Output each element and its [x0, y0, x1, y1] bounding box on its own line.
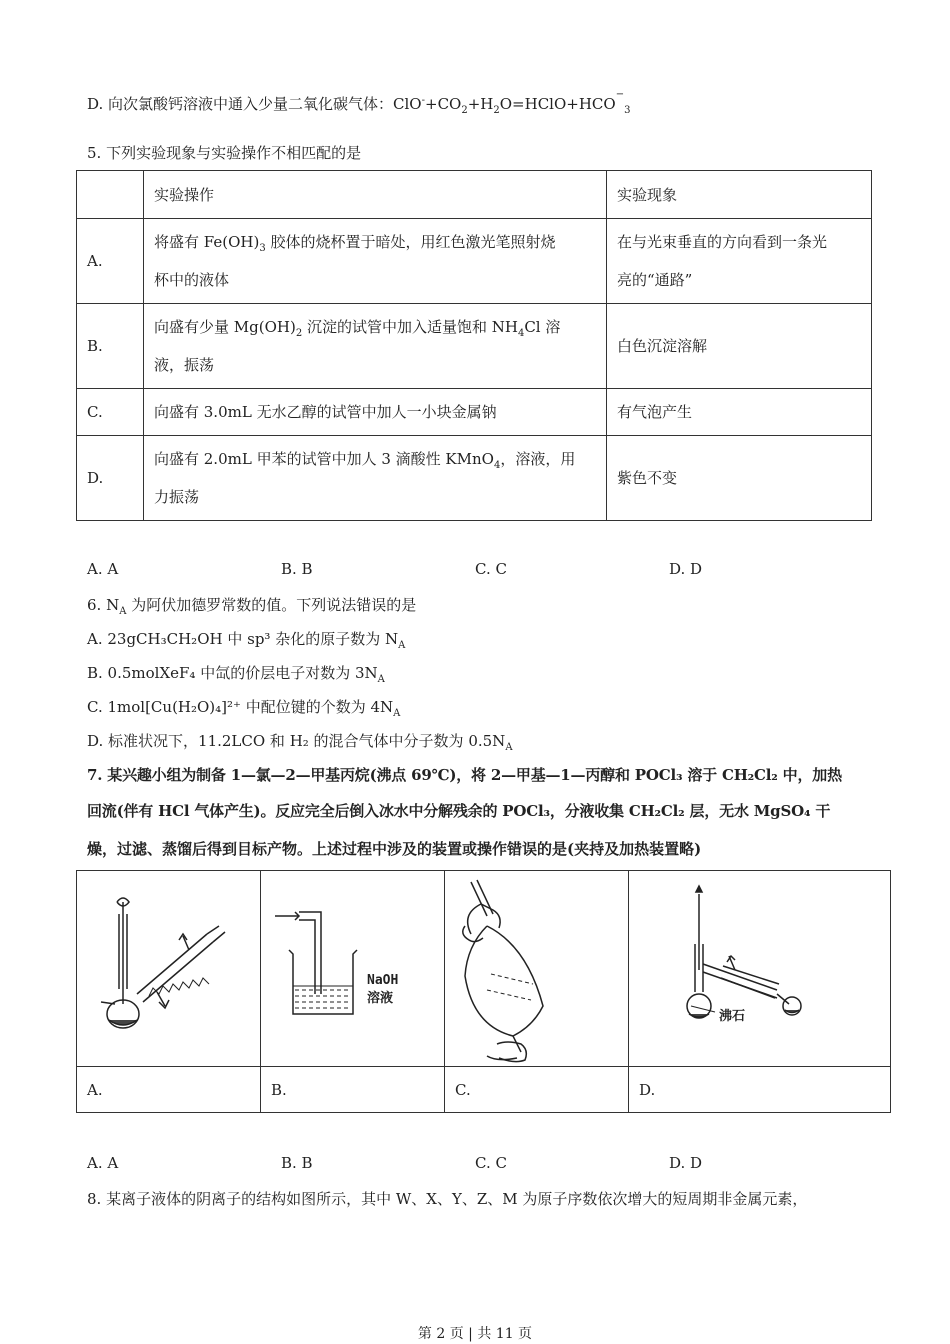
q4-d-mid2: +H — [467, 95, 494, 113]
q4-d-mid3: O=HClO+HCO — [499, 95, 616, 113]
q5-a-op2: 胶体的烧杯置于暗处，用红色激光笔照射烧 — [265, 233, 556, 251]
q5-row-b-label: B. — [77, 304, 144, 389]
reflux-apparatus-figure — [79, 874, 259, 1064]
q7-choice-d[interactable]: D. D — [669, 1154, 703, 1172]
q5-row-d-phen: 紫色不变 — [607, 436, 872, 521]
q5-row-b — [77, 304, 872, 389]
q7-choice-b[interactable]: B. B — [281, 1154, 313, 1172]
q7-stem-line2: 回流(伴有 HCl 气体产生)。反应完全后倒入冰水中分解残余的 POCl₃，分液收集 CH₂Cl₂ 层，无水 MgSO₄ 干 — [87, 802, 831, 820]
q5-row-b-op — [144, 304, 607, 389]
q5-row-c-label: C. — [77, 389, 144, 436]
q7-label-c: C. — [445, 1067, 629, 1113]
q7-choice-c[interactable]: C. C — [475, 1154, 507, 1172]
q8-stem: 8. 某离子液体的阴离子的结构如图所示，其中 W、X、Y、Z、M 为原子序数依次增大的短周期非金属元素， — [87, 1190, 808, 1208]
solution-label: 溶液 — [366, 990, 393, 1006]
q5-row-c-phen: 有气泡产生 — [607, 389, 872, 436]
q4-d-sub2: 2 — [493, 105, 500, 116]
q5-d-op1: 向盛有 2.0mL 甲苯的试管中加人 3 滴酸性 KMnO — [154, 450, 494, 468]
q4-d-text: D. 向次氯酸钙溶液中通入少量二氧化碳气体：ClO — [87, 95, 422, 113]
q5-b-op2-sub: 4 — [517, 328, 525, 339]
q6-d-text: D. 标准状况下，11.2LCO 和 H₂ 的混合气体中分子数为 0.5N — [87, 732, 506, 750]
q5-d-op1-sub: 4 — [493, 460, 501, 471]
q6-stem-pre: 6. N — [87, 596, 120, 614]
q6-stem — [87, 594, 416, 615]
q6-option-a — [87, 628, 405, 649]
boiling-stone-label: 沸石 — [718, 1008, 745, 1024]
q7-fig-a-cell — [77, 871, 261, 1067]
q5-row-d — [77, 436, 872, 521]
page-footer: 第 2 页 | 共 11 页 — [417, 1326, 533, 1342]
q5-choice-d[interactable]: D. D — [669, 560, 703, 578]
q5-header-phen: 实验现象 — [607, 171, 872, 219]
q6-option-d — [87, 730, 513, 751]
q4-d-mid1: +CO — [425, 95, 462, 113]
q4-d-sub1: 2 — [461, 105, 468, 116]
q5-row-a-op — [144, 219, 607, 304]
q5-b-op1-sub: 2 — [295, 328, 303, 339]
q6-c-text: C. 1mol[Cu(H₂O)₄]²⁺ 中配位键的个数为 4N — [87, 698, 394, 716]
q5-header-row — [77, 171, 872, 219]
q4-d-sub3: 3 — [624, 105, 631, 116]
q7-figure-row — [77, 871, 891, 1067]
q7-fig-b-cell — [261, 871, 445, 1067]
q7-label-a: A. — [77, 1067, 261, 1113]
q5-row-d-op — [144, 436, 607, 521]
q7-label-row — [77, 1067, 891, 1113]
q5-row-c-op: 向盛有 3.0mL 无水乙醇的试管中加人一小块金属钠 — [144, 389, 607, 436]
q5-b-op2: 沉淀的试管中加入适量饱和 NH — [302, 318, 518, 336]
q5-row-c — [77, 389, 872, 436]
q6-c-sub: A — [393, 708, 401, 719]
q5-a-phen1: 在与光束垂直的方向看到一条光 — [617, 233, 828, 251]
q6-b-text: B. 0.5molXeF₄ 中氙的价层电子对数为 3N — [87, 664, 378, 682]
distillation-figure — [665, 874, 855, 1064]
q4-d-sup3: − — [615, 89, 625, 100]
q5-b-op3: 液，振荡 — [154, 356, 215, 374]
q5-choice-c[interactable]: C. C — [475, 560, 507, 578]
q7-stem-line3: 燥，过滤、蒸馏后得到目标产物。上述过程中涉及的装置或操作错误的是(夹持及加热装置略) — [87, 840, 702, 858]
q5-row-a-label: A. — [77, 219, 144, 304]
q5-d-op3: 力振荡 — [154, 488, 200, 506]
q5-header-op: 实验操作 — [144, 171, 607, 219]
separatory-funnel-figure — [447, 874, 627, 1064]
q6-a-sub: A — [398, 640, 406, 651]
q5-a-op3: 杯中的液体 — [154, 271, 230, 289]
q5-row-a — [77, 219, 872, 304]
q5-b-op2b: Cl 溶 — [524, 318, 561, 336]
q7-table — [76, 870, 891, 1113]
q5-a-op1-sub: 3 — [259, 243, 266, 254]
naoh-label: NaOH — [366, 972, 398, 988]
q5-table — [76, 170, 872, 521]
q5-stem: 5. 下列实验现象与实验操作不相匹配的是 — [87, 144, 362, 162]
q6-option-b — [87, 662, 385, 683]
q5-row-a-phen — [607, 219, 872, 304]
gas-absorption-figure — [263, 874, 443, 1064]
q6-option-c — [87, 696, 400, 717]
q7-label-b: B. — [261, 1067, 445, 1113]
q4-option-d — [87, 89, 631, 116]
q5-header-blank — [77, 171, 144, 219]
q6-a-text: A. 23gCH₃CH₂OH 中 sp³ 杂化的原子数为 N — [87, 630, 399, 648]
q5-b-op1: 向盛有少量 Mg(OH) — [154, 318, 296, 336]
q7-choice-a[interactable]: A. A — [87, 1154, 119, 1172]
q7-fig-c-cell — [445, 871, 629, 1067]
q5-row-b-phen: 白色沉淀溶解 — [607, 304, 872, 389]
q6-stem-sub: A — [119, 606, 127, 617]
q7-stem-line1: 7. 某兴趣小组为制备 1—氯—2—甲基丙烷(沸点 69℃)，将 2—甲基—1—丙醇和 POCl₃ 溶于 CH₂Cl₂ 中，加热 — [87, 766, 842, 784]
q5-choice-a[interactable]: A. A — [87, 560, 119, 578]
q5-a-phen2: 亮的“通路” — [617, 271, 693, 289]
q5-a-op1: 将盛有 Fe(OH) — [154, 233, 260, 251]
q7-fig-d-cell — [629, 871, 891, 1067]
q5-row-d-label: D. — [77, 436, 144, 521]
q5-choice-b[interactable]: B. B — [281, 560, 313, 578]
q6-stem-post: 为阿伏加德罗常数的值。下列说法错误的是 — [126, 596, 417, 614]
q7-label-d: D. — [629, 1067, 891, 1113]
q6-b-sub: A — [377, 674, 385, 685]
q4-d-sup: - — [421, 95, 425, 106]
q5-d-op2: ，溶液，用 — [500, 450, 576, 468]
q6-d-sub: A — [505, 742, 513, 753]
